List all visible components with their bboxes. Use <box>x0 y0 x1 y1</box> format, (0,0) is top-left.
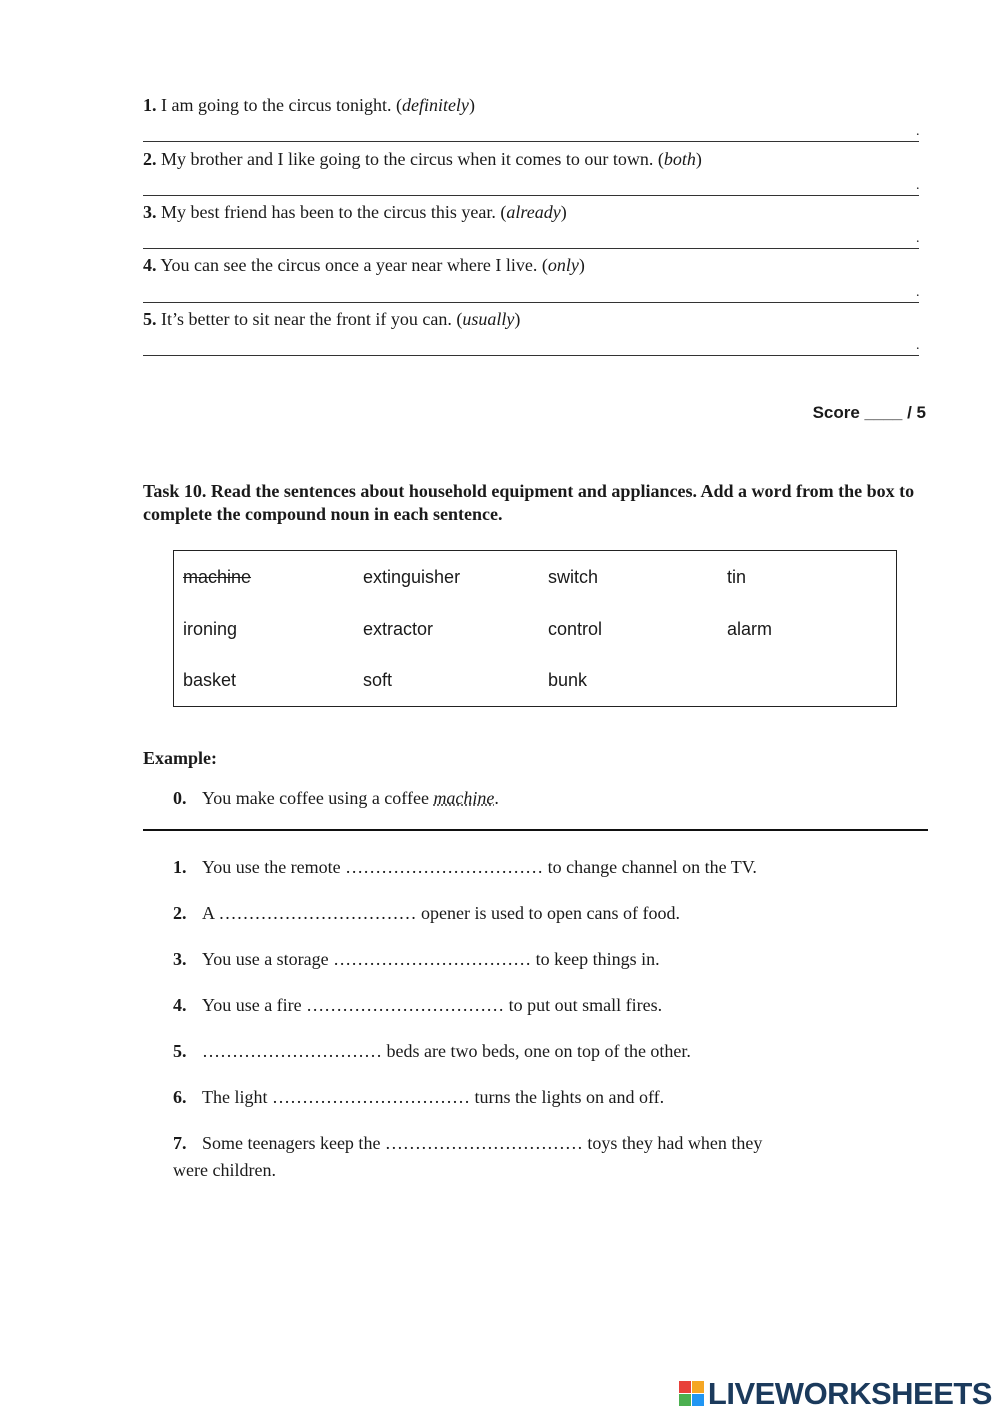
word-box-word: tin <box>727 567 747 587</box>
liveworksheets-logo[interactable] <box>679 1376 992 1412</box>
list-item[interactable]: 4. You use a fire …………………………… to put out small fires. <box>173 995 663 1015</box>
list-item[interactable]: 5. ………………………… beds are two beds, one on top of the other. <box>173 1041 691 1061</box>
word-box-word: machine <box>183 567 252 587</box>
line-end-3: . <box>916 231 920 246</box>
line-end-1: . <box>916 124 920 139</box>
answer-line-1[interactable] <box>143 141 919 142</box>
task-10-instructions: Task 10. Read the sentences about household equipment and appliances. Add a word from the box to complete the compound noun in each sentence. <box>143 481 915 524</box>
line-end-4: . <box>916 285 920 300</box>
answer-line-4[interactable] <box>143 302 919 303</box>
list-item[interactable]: 7. Some teenagers keep the …………………………… toys they had when they <box>173 1133 763 1153</box>
list-item-continuation: were children. <box>173 1160 276 1180</box>
word-box-word: basket <box>183 670 237 690</box>
word-box-word: switch <box>548 567 599 587</box>
word-box-word: extinguisher <box>363 567 461 587</box>
example-heading: Example: <box>143 748 217 768</box>
answer-line-2[interactable] <box>143 195 919 196</box>
answer-line-3[interactable] <box>143 248 919 249</box>
question-1: 1. I am going to the circus tonight. (definitely) <box>143 95 475 115</box>
list-item[interactable]: 3. You use a storage …………………………… to keep things in. <box>173 949 660 969</box>
list-item[interactable]: 6. The light …………………………… turns the lights on and off. <box>173 1087 665 1107</box>
word-box-word: alarm <box>727 619 773 639</box>
line-end-2: . <box>916 178 920 193</box>
list-item[interactable]: 1. You use the remote …………………………… to change channel on the TV. <box>173 857 757 877</box>
example-answer: machine <box>433 788 495 808</box>
list-item[interactable]: 2. A …………………………… opener is used to open cans of food. <box>173 903 680 923</box>
question-2: 2. My brother and I like going to the circus when it comes to our town. (both) <box>143 149 702 169</box>
question-3: 3. My best friend has been to the circus this year. (already) <box>143 202 567 222</box>
word-box-word: soft <box>363 670 393 690</box>
question-5: 5. It’s better to sit near the front if you can. (usually) <box>143 309 521 329</box>
line-end-5: . <box>916 338 920 353</box>
word-box-word: ironing <box>183 619 238 639</box>
logo-text: LIVEWORKSHEETS <box>707 1376 992 1411</box>
word-box-word: control <box>548 619 603 639</box>
word-box-word: extractor <box>363 619 434 639</box>
word-box-word: bunk <box>548 670 588 690</box>
question-4: 4. You can see the circus once a year near where I live. (only) <box>143 255 585 275</box>
example-item: 0. You make coffee using a coffee machine. <box>173 788 499 808</box>
answer-line-5[interactable] <box>143 355 919 356</box>
logo-icon <box>679 1381 705 1407</box>
word-box <box>173 550 897 707</box>
score-label: Score ____ / 5 <box>812 403 926 422</box>
divider <box>143 829 928 831</box>
